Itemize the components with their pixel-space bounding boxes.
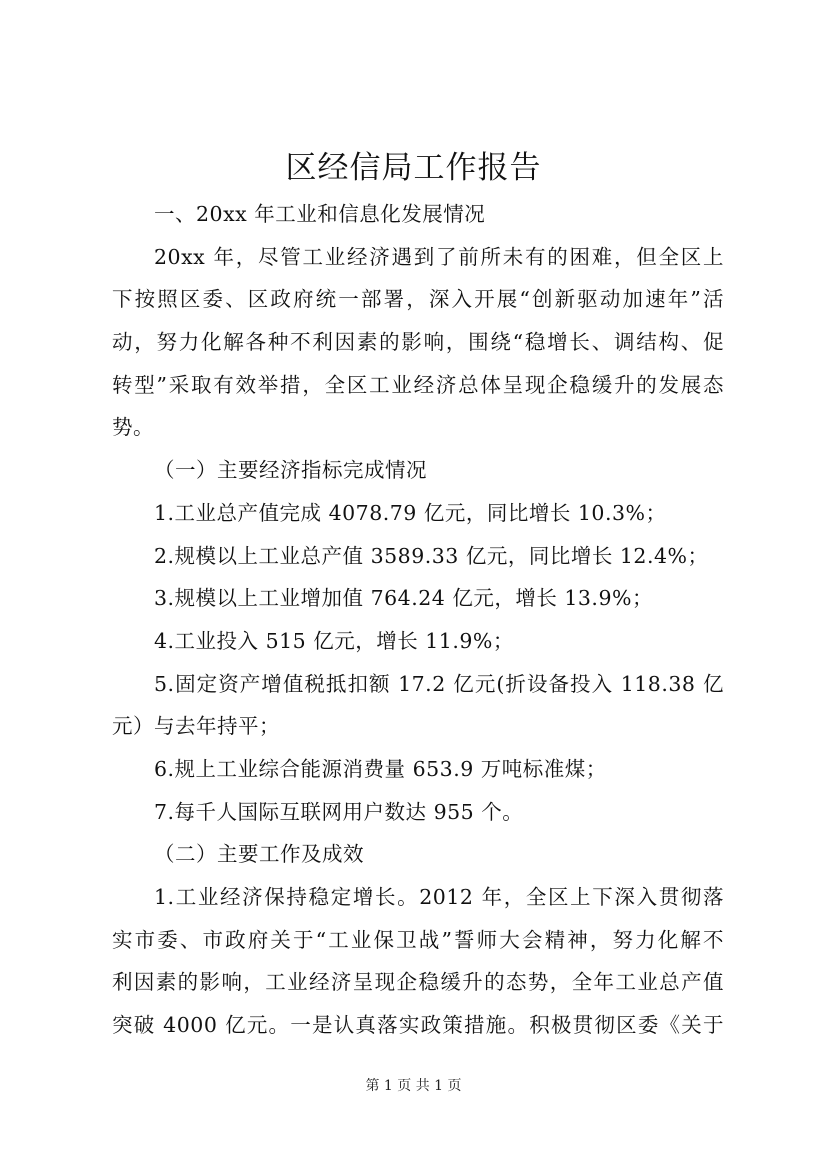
body-line: 1.工业总产值完成 4078.79 亿元，同比增长 10.3%； (154, 500, 667, 525)
body-line: 4.工业投入 515 亿元，增长 11.9%； (154, 628, 514, 653)
body-line: 实市委、市政府关于“工业保卫战”誓师大会精神，努力化解不 (112, 927, 724, 952)
body-line: 5.固定资产增值税抵扣额 17.2 亿元(折设备投入 118.38 亿 (154, 671, 724, 696)
body-line: 2.规模以上工业总产值 3589.33 亿元，同比增长 12.4%； (154, 543, 709, 568)
body-line: 突破 4000 亿元。一是认真落实政策措施。积极贯彻区委《关于 (112, 1013, 724, 1038)
body-line: 下按照区委、区政府统一部署，深入开展“创新驱动加速年”活 (112, 287, 724, 312)
body-line: 动，努力化解各种不利因素的影响，围绕“稳增长、调结构、促 (112, 330, 724, 355)
body-line: 势。 (112, 415, 154, 440)
body-line: 元）与去年持平； (112, 714, 280, 739)
document-title: 区经信局工作报告 (285, 150, 542, 186)
body-line: 利因素的影响，工业经济呈现企稳缓升的态势，全年工业总产值 (112, 970, 724, 995)
body-line: 6.规上工业综合能源消费量 653.9 万吨标准煤； (154, 756, 607, 781)
body-line: 3.规模以上工业增加值 764.24 亿元，增长 13.9%； (154, 586, 653, 611)
body-line: （二）主要工作及成效 (154, 842, 364, 867)
body-line: 20xx 年，尽管工业经济遇到了前所未有的困难，但全区上 (154, 244, 724, 269)
body-line: 7.每千人国际互联网用户数达 955 个。 (154, 799, 524, 824)
body-line: 一、20xx 年工业和信息化发展情况 (154, 202, 486, 226)
body-line: （一）主要经济指标完成情况 (154, 458, 427, 483)
body-line: 转型”采取有效举措，全区工业经济总体呈现企稳缓升的发展态 (112, 372, 724, 397)
document-body (112, 193, 724, 1047)
body-line: 1.工业经济保持稳定增长。2012 年，全区上下深入贯彻落 (154, 885, 724, 909)
page-footer: 第 1 页 共 1 页 (365, 1078, 462, 1094)
